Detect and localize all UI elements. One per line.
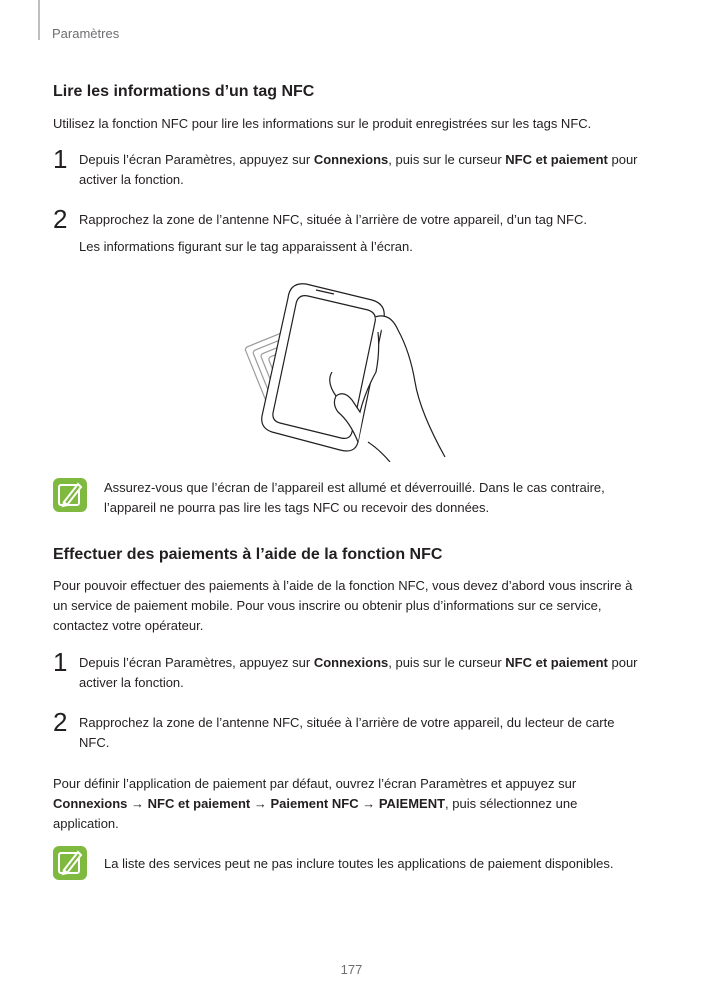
phone [262,284,385,451]
section-intro-nfc-payments: Pour pouvoir effectuer des paiements à l’aide de la fonction NFC, vous devez d’abord vous inscrire à un service de paiement mobile. Pour vous inscrire ou obtenir plus d’informations sur ce service, contactez votre opérateur. [53,578,633,633]
step-number: 1 [53,647,68,677]
page-number: 177 [340,962,363,977]
step-text: Rapprochez la zone de l’antenne NFC, située à l’arrière de votre appareil, du lecteur de carte NFC. [79,715,615,750]
step-1-read [53,144,653,200]
step-text: Depuis l’écran Paramètres, appuyez sur Connexions, puis sur le curseur NFC et paiement pour activer la fonction. [79,655,638,690]
section-heading-nfc-payments: Effectuer des paiements à l’aide de la fonction NFC [53,546,443,563]
header-rule [38,0,40,40]
step-number: 2 [53,204,68,234]
step-number: 2 [53,707,68,737]
note-pencil-icon [53,478,87,512]
step-subtext: Les informations figurant sur le tag apparaissent à l’écran. [79,239,413,254]
header-title: Paramètres [52,26,120,41]
nfc-tag-illustration [240,272,460,462]
step-number: 1 [53,144,68,174]
step-text: Rapprochez la zone de l’antenne NFC, située à l’arrière de votre appareil, d’un tag NFC. [79,212,587,227]
default-payment-instructions: Pour définir l’application de paiement par défaut, ouvrez l’écran Paramètres et appuyez sur Connexions → NFC et paiement → Paiement NFC → PAIEMENT, puis sélectionnez une application. [53,776,578,831]
note-text: La liste des services peut ne pas inclure toutes les applications de paiement disponibles. [104,856,614,871]
section-heading-read-nfc: Lire les informations d’un tag NFC [53,83,315,100]
note-text: Assurez-vous que l’écran de l’appareil est allumé et déverrouillé. Dans le cas contraire, l’appareil ne pourra pas lire les tags NFC ou recevoir des données. [104,480,605,515]
step-2-payments [53,707,653,763]
step-1-payments [53,647,653,703]
note-pencil-icon [53,846,87,880]
step-2-read [53,204,653,260]
step-text: Depuis l’écran Paramètres, appuyez sur Connexions, puis sur le curseur NFC et paiement pour activer la fonction. [79,152,638,187]
section-intro-read-nfc: Utilisez la fonction NFC pour lire les informations sur le produit enregistrées sur les tags NFC. [53,116,592,131]
